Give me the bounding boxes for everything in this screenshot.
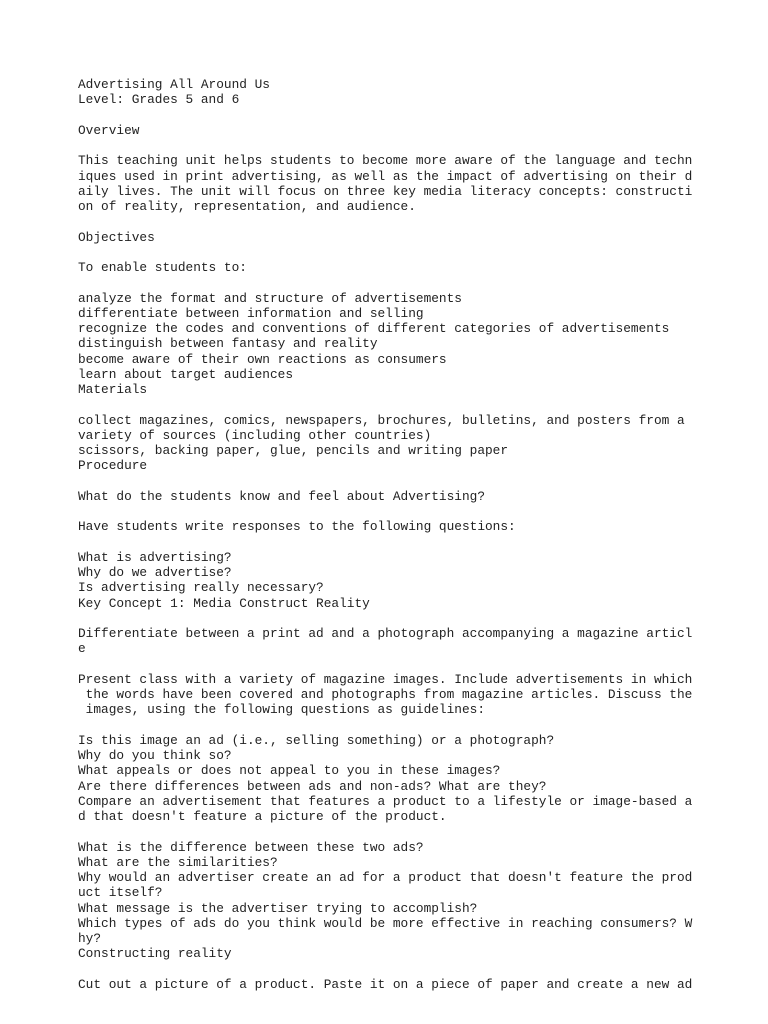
text-line: recognize the codes and conventions of different categories of advertisements — [78, 321, 670, 336]
text-line — [78, 611, 718, 626]
text-line: Present class with a variety of magazine images. Include advertisements in which — [78, 671, 693, 687]
text-line: Why would an advertiser create an ad for a product that doesn't feature the prod — [78, 870, 693, 885]
text-line: learn about target audiences — [78, 366, 294, 382]
text-line — [78, 474, 718, 489]
text-line: the words have been covered and photographs from magazine articles. Discuss the — [78, 687, 693, 702]
text-line: Is this image an ad (i.e., selling something) or a photograph? — [78, 732, 555, 748]
text-line: d that doesn't feature a picture of the product. — [78, 809, 447, 824]
text-line: become aware of their own reactions as consumers — [78, 351, 447, 367]
text-line: Procedure — [78, 458, 148, 474]
text-line: What is advertising? — [78, 549, 232, 565]
text-line: Why do we advertise? — [78, 565, 232, 580]
text-line: Compare an advertisement that features a product to a lifestyle or image-based a — [78, 793, 693, 809]
text-line: Why do you think so? — [78, 748, 232, 763]
text-line — [78, 824, 718, 839]
text-line — [78, 657, 718, 672]
text-line: Advertising All Around Us — [78, 77, 270, 92]
text-line — [78, 138, 718, 153]
text-line: Which types of ads do you think would be more effective in reaching consumers? W — [78, 915, 693, 931]
text-line: Differentiate between a print ad and a photograph accompanying a magazine articl — [78, 626, 693, 641]
text-line: e — [78, 641, 86, 657]
text-line: hy? — [78, 931, 102, 946]
text-line: on of reality, representation, and audience. — [78, 199, 416, 214]
text-line: iques used in print advertising, as well as the impact of advertising on their d — [78, 168, 693, 184]
text-line: What do the students know and feel about Advertising? — [78, 488, 486, 504]
text-line: What appeals or does not appeal to you in these images? — [78, 763, 501, 779]
text-line: scissors, backing paper, glue, pencils and writing paper — [78, 443, 509, 458]
text-line — [78, 535, 718, 550]
text-line: Key Concept 1: Media Construct Reality — [78, 595, 370, 611]
text-line — [78, 504, 718, 519]
text-line: Materials — [78, 382, 148, 397]
text-line: Objectives — [78, 229, 155, 245]
text-line: Have students write responses to the following questions: — [78, 519, 516, 535]
text-line: Constructing reality — [78, 946, 232, 962]
text-line: distinguish between fantasy and reality — [78, 336, 378, 352]
text-line: analyze the format and structure of advertisements — [78, 290, 462, 306]
text-line — [78, 397, 718, 412]
text-line: differentiate between information and selling — [78, 305, 424, 321]
text-line: aily lives. The unit will focus on three key media literacy concepts: constructi — [78, 183, 693, 199]
text-line: To enable students to: — [78, 260, 247, 275]
text-line: Is advertising really necessary? — [78, 580, 324, 596]
document-body — [78, 77, 718, 992]
text-line: What is the difference between these two ads? — [78, 839, 424, 855]
text-line — [78, 275, 718, 290]
text-line: uct itself? — [78, 885, 163, 901]
text-line — [78, 108, 718, 123]
text-line: What are the similarities? — [78, 854, 278, 870]
text-line: This teaching unit helps students to become more aware of the language and techn — [78, 153, 693, 169]
text-line — [78, 245, 718, 260]
text-line — [78, 718, 718, 733]
text-line: Level: Grades 5 and 6 — [78, 92, 240, 108]
text-line: variety of sources (including other countries) — [78, 427, 432, 443]
text-line — [78, 214, 718, 229]
text-line: Cut out a picture of a product. Paste it on a piece of paper and create a new ad — [78, 976, 693, 992]
text-line: collect magazines, comics, newspapers, brochures, bulletins, and posters from a — [78, 412, 685, 428]
text-line: Overview — [78, 122, 140, 138]
text-line: Are there differences between ads and non-ads? What are they? — [78, 778, 547, 794]
text-line: images, using the following questions as guidelines: — [78, 702, 486, 718]
text-line: What message is the advertiser trying to accomplish? — [78, 900, 478, 916]
text-line — [78, 962, 718, 977]
